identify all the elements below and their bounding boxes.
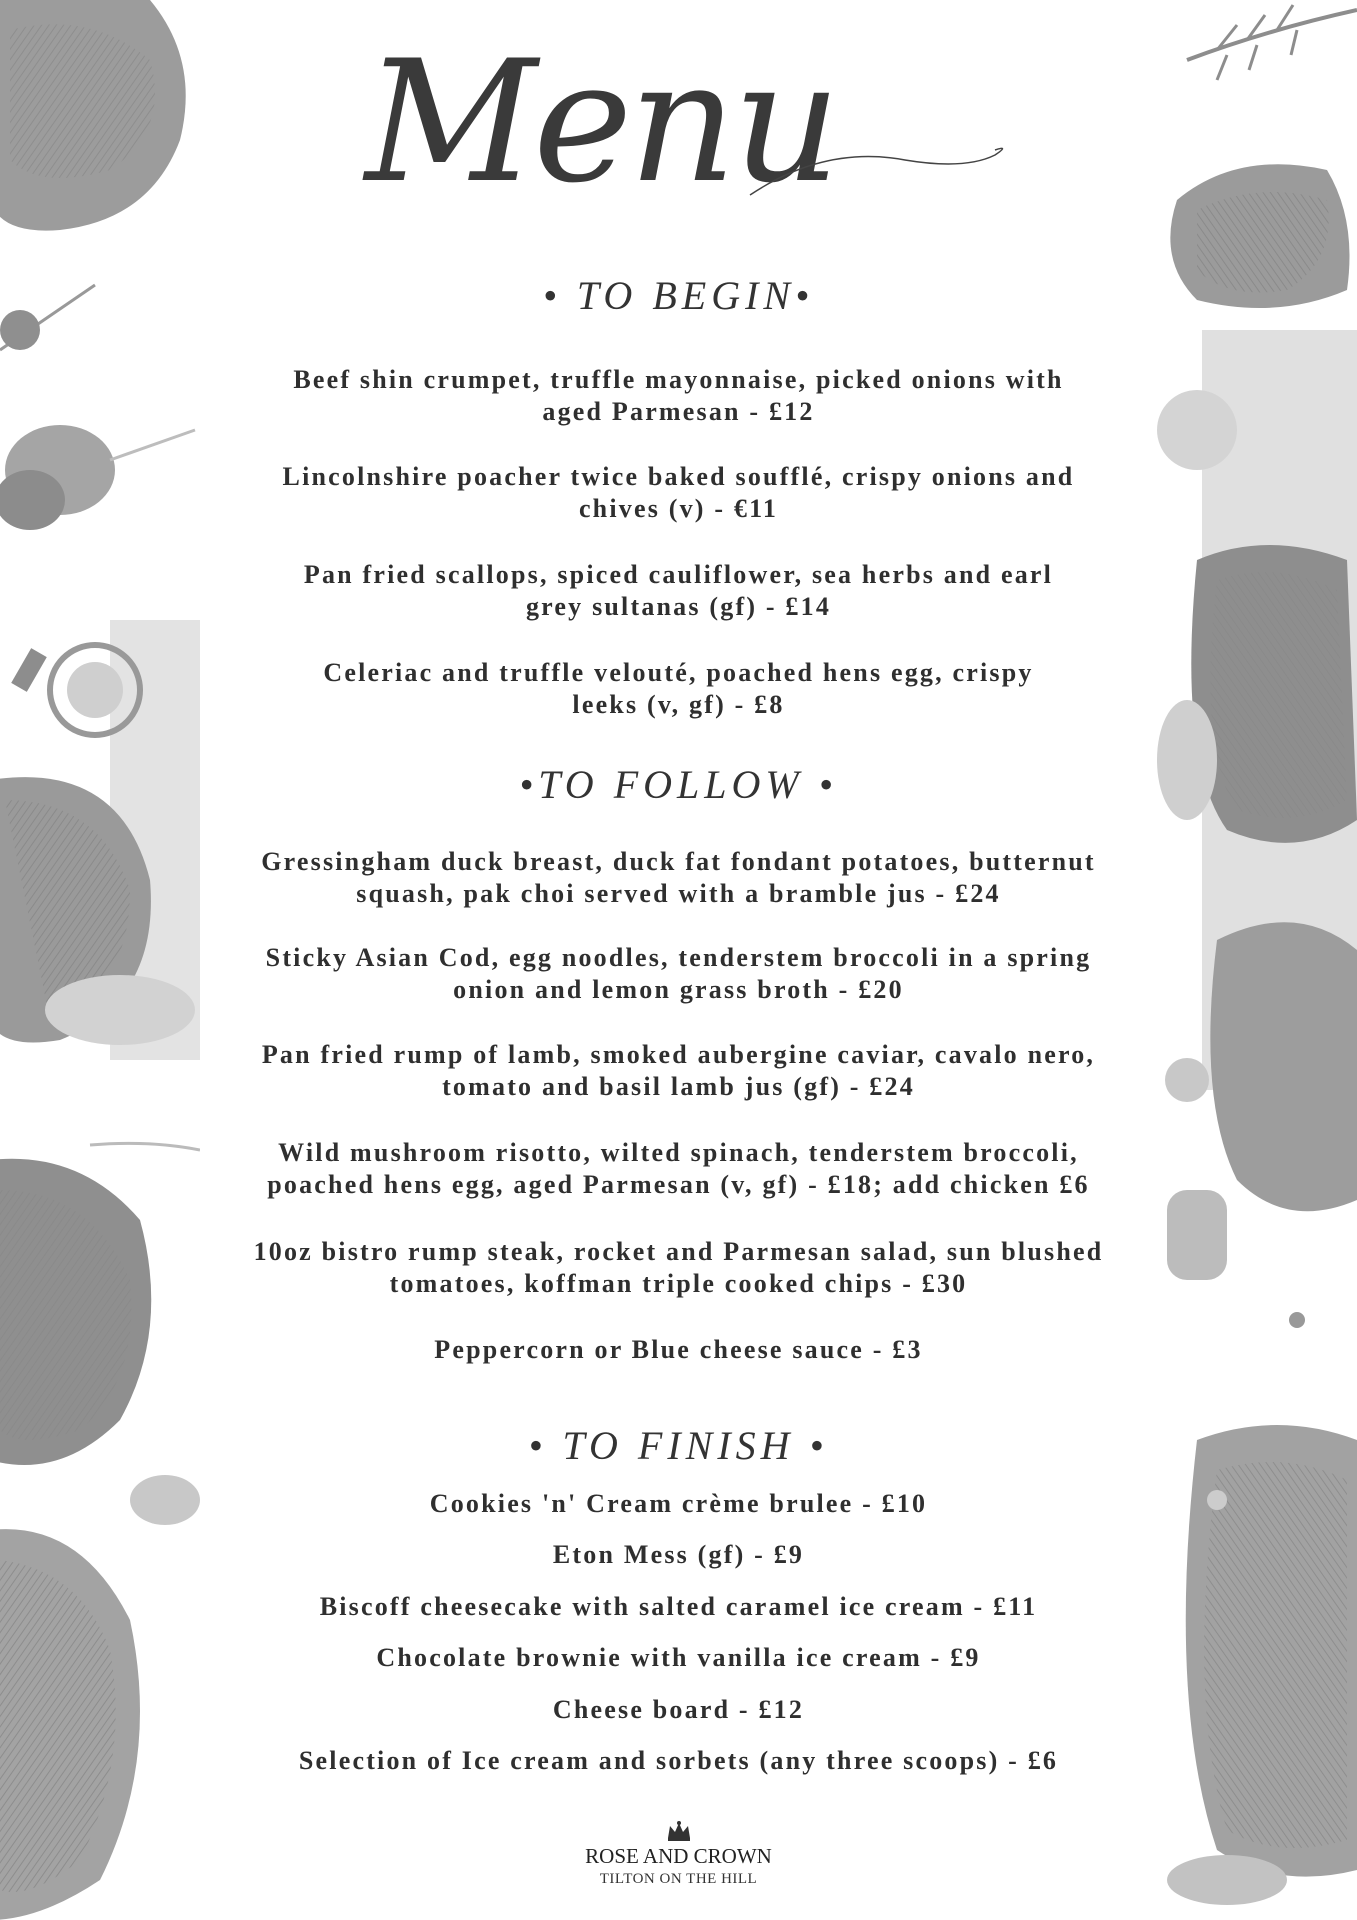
menu-item: Selection of Ice cream and sorbets (any three scoops) - £6 bbox=[298, 1746, 1059, 1775]
menu-page bbox=[205, 0, 1152, 1920]
title-flourish bbox=[205, 10, 1152, 240]
menu-item: Cookies 'n' Cream crème brulee - £10 bbox=[429, 1489, 928, 1518]
menu-item bbox=[205, 559, 1152, 623]
menu-item-line: tomato and basil lamb jus (gf) - £24 bbox=[442, 1072, 915, 1101]
crown-icon bbox=[666, 1820, 692, 1842]
menu-title-text: Menu bbox=[365, 24, 837, 220]
menu-item-line: Peppercorn or Blue cheese sauce - £3 bbox=[434, 1335, 923, 1364]
menu-item bbox=[205, 942, 1152, 1006]
menu-item-line: chives (v) - €11 bbox=[578, 494, 779, 523]
menu-item bbox=[205, 1137, 1152, 1201]
menu-item bbox=[205, 657, 1152, 721]
menu-item bbox=[205, 1334, 1152, 1366]
menu-item: Cheese board - £12 bbox=[552, 1695, 805, 1724]
menu-item bbox=[205, 461, 1152, 525]
menu-item-line: leeks (v, gf) - £8 bbox=[572, 690, 785, 719]
menu-item: Chocolate brownie with vanilla ice cream - £9 bbox=[376, 1643, 981, 1672]
menu-item-line: Wild mushroom risotto, wilted spinach, tenderstem broccoli, bbox=[278, 1138, 1079, 1167]
food-sketch-border-right bbox=[1157, 0, 1357, 1920]
menu-item bbox=[205, 1039, 1152, 1103]
menu-item-line: Gressingham duck breast, duck fat fondant potatoes, butternut bbox=[261, 847, 1096, 876]
menu-item-line: aged Parmesan - £12 bbox=[542, 397, 815, 426]
menu-item-line: squash, pak choi served with a bramble jus - £24 bbox=[356, 879, 1001, 908]
menu-title bbox=[205, 10, 1152, 240]
section-heading-to-finish: • TO FINISH • bbox=[528, 1423, 829, 1468]
footer-logo-location: TILTON ON THE HILL bbox=[599, 1871, 758, 1887]
menu-item-line: Pan fried rump of lamb, smoked aubergine caviar, cavalo nero, bbox=[261, 1040, 1096, 1069]
menu-item-line: Lincolnshire poacher twice baked soufflé, crispy onions and bbox=[282, 462, 1075, 491]
menu-item-line: Beef shin crumpet, truffle mayonnaise, picked onions with bbox=[293, 365, 1064, 394]
menu-item-line: grey sultanas (gf) - £14 bbox=[525, 592, 832, 621]
menu-item-line: tomatoes, koffman triple cooked chips - £30 bbox=[389, 1269, 968, 1298]
menu-item-line: Pan fried scallops, spiced cauliflower, sea herbs and earl bbox=[303, 560, 1054, 589]
menu-item: Biscoff cheesecake with salted caramel ice cream - £11 bbox=[319, 1592, 1038, 1621]
footer-logo-name: ROSE AND CROWN bbox=[585, 1844, 772, 1868]
menu-item-line: Sticky Asian Cod, egg noodles, tenderstem broccoli in a spring bbox=[265, 943, 1092, 972]
menu-item bbox=[205, 1236, 1152, 1300]
footer-logo bbox=[205, 1820, 1152, 1888]
menu-item-line: Celeriac and truffle velouté, poached hens egg, crispy bbox=[323, 658, 1034, 687]
menu-item-line: onion and lemon grass broth - £20 bbox=[453, 975, 904, 1004]
menu-item: Eton Mess (gf) - £9 bbox=[552, 1540, 805, 1569]
menu-item bbox=[205, 846, 1152, 910]
section-heading-to-follow: •TO FOLLOW • bbox=[519, 762, 838, 807]
menu-item-line: 10oz bistro rump steak, rocket and Parmesan salad, sun blushed bbox=[253, 1237, 1104, 1266]
food-sketch-border-left bbox=[0, 0, 200, 1920]
menu-item-line: poached hens egg, aged Parmesan (v, gf) - £18; add chicken £6 bbox=[267, 1170, 1090, 1199]
menu-item bbox=[205, 364, 1152, 428]
section-heading-to-begin: • TO BEGIN• bbox=[542, 273, 815, 318]
